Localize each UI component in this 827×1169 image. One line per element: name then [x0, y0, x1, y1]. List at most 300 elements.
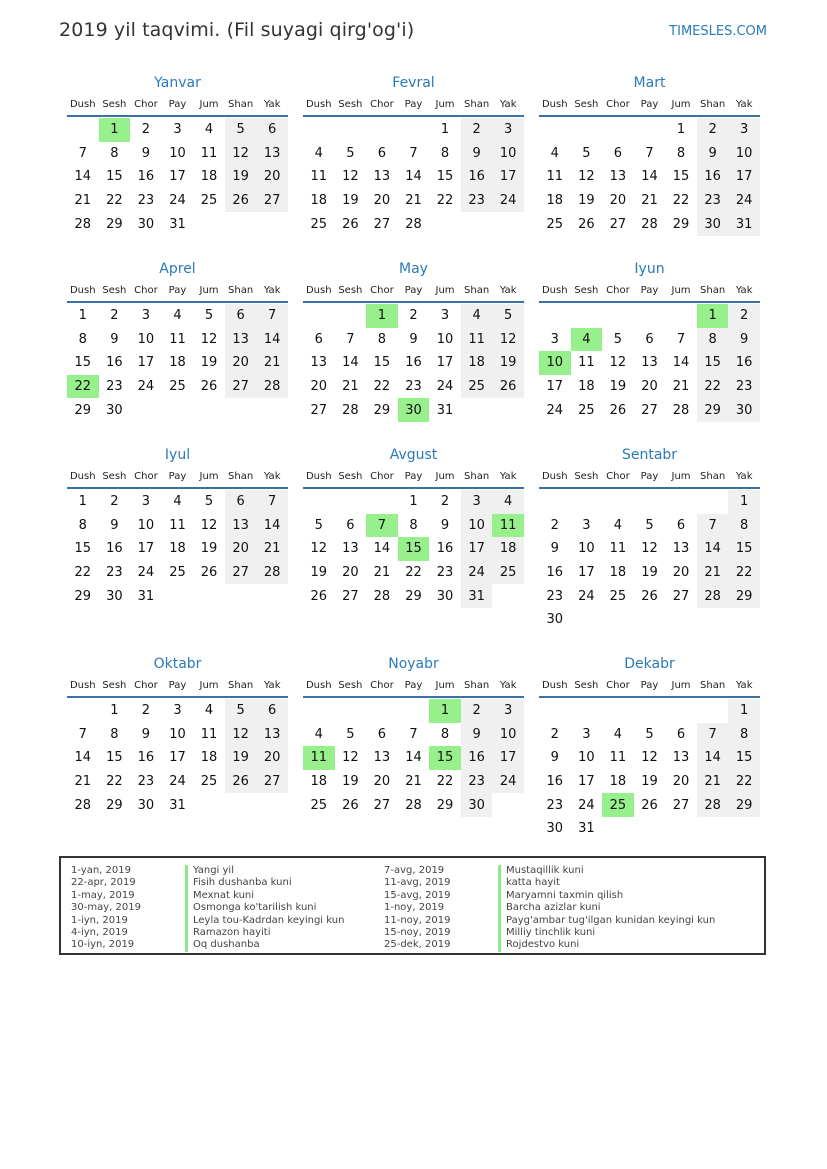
empty-cell: [398, 699, 430, 723]
day-cell: 12: [609, 355, 627, 371]
day-cell: 28: [256, 561, 288, 585]
weekday-label: Jum: [435, 680, 455, 691]
day-cell: 15: [728, 537, 760, 561]
day-cell: 26: [225, 770, 257, 794]
weekday-label: Chor: [134, 680, 158, 691]
weekday-label: Yak: [263, 471, 281, 482]
day-cell: 15: [74, 355, 92, 371]
day-cell: 8: [728, 514, 760, 538]
day-cell: 30: [137, 216, 155, 232]
weekday-label: Dush: [305, 99, 332, 110]
day-cell: 24: [461, 561, 493, 585]
day-cell: 26: [578, 216, 595, 232]
day-cell: 27: [256, 770, 288, 794]
day-cell: 13: [310, 355, 328, 371]
day-cell: 23: [137, 774, 155, 790]
day-cell: 22: [728, 561, 760, 585]
day-cell: 17: [492, 165, 524, 189]
site-link[interactable]: TIMESLES.COM: [669, 24, 767, 39]
weekday-label: Dush: [541, 285, 568, 296]
day-cell: 7: [697, 514, 729, 538]
weekday-label: Shan: [464, 471, 490, 482]
weekday-label: Dush: [69, 471, 96, 482]
day-cell: 11: [609, 750, 627, 766]
day-cell: 24: [436, 379, 454, 395]
day-cell: 5: [225, 118, 257, 142]
day-cell: 14: [74, 750, 92, 766]
day-cell: 28: [373, 588, 391, 604]
day-cell: 2: [550, 726, 559, 742]
empty-cell: [571, 118, 603, 142]
day-grid: [303, 118, 524, 236]
weekday-header: [303, 94, 524, 117]
day-cell: 4: [173, 308, 182, 324]
month-mart: [539, 72, 760, 236]
holiday-cell: 11: [303, 746, 335, 770]
day-cell: 5: [204, 494, 214, 510]
day-cell: 13: [225, 514, 257, 538]
day-cell: 8: [110, 726, 119, 742]
day-cell: 6: [346, 517, 355, 533]
day-cell: 3: [492, 699, 524, 723]
day-cell: 13: [641, 355, 658, 371]
day-cell: 2: [110, 494, 119, 510]
day-cell: 7: [676, 331, 686, 347]
day-cell: 8: [728, 723, 760, 747]
day-cell: 14: [405, 169, 422, 185]
day-cell: 16: [436, 541, 454, 557]
day-grid: [539, 304, 760, 422]
day-cell: 4: [492, 490, 524, 514]
month-oktabr: [67, 653, 288, 817]
day-cell: 9: [550, 750, 559, 766]
weekday-label: Jum: [199, 680, 219, 691]
empty-cell: [634, 490, 666, 514]
day-cell: 26: [641, 797, 658, 813]
day-cell: 6: [225, 304, 257, 328]
legend-holiday-name: Barcha azizlar kuni: [506, 902, 601, 914]
day-cell: 17: [728, 165, 760, 189]
day-cell: 20: [672, 774, 690, 790]
empty-cell: [665, 490, 697, 514]
day-cell: 7: [409, 726, 418, 742]
weekday-label: Pay: [404, 680, 423, 691]
day-cell: 14: [256, 514, 288, 538]
empty-cell: [398, 118, 430, 142]
weekday-label: Chor: [134, 99, 158, 110]
day-cell: 16: [546, 565, 564, 581]
day-cell: 17: [169, 169, 186, 185]
weekday-label: Pay: [404, 471, 423, 482]
day-cell: 26: [609, 402, 627, 418]
day-cell: 3: [440, 308, 450, 324]
day-cell: 4: [314, 145, 323, 161]
day-cell: 9: [461, 142, 493, 166]
weekday-label: Sesh: [338, 680, 363, 691]
day-cell: 19: [225, 746, 257, 770]
empty-cell: [602, 304, 634, 328]
day-cell: 16: [137, 169, 155, 185]
day-cell: 4: [613, 726, 623, 742]
day-cell: 3: [582, 726, 591, 742]
legend-holiday-name: Rojdestvo kuni: [506, 939, 580, 951]
day-cell: 24: [492, 189, 524, 213]
legend-date: 1-noy, 2019: [384, 902, 445, 914]
day-cell: 30: [728, 398, 760, 422]
empty-cell: [539, 699, 571, 723]
day-cell: 22: [697, 375, 729, 399]
empty-cell: [303, 699, 335, 723]
day-grid: [303, 490, 524, 608]
month-name: Iyun: [634, 261, 665, 277]
weekday-label: Pay: [640, 680, 659, 691]
day-cell: 6: [676, 726, 686, 742]
day-cell: 18: [200, 169, 218, 185]
empty-cell: [634, 304, 666, 328]
weekday-header: [67, 94, 288, 117]
day-cell: 8: [377, 331, 387, 347]
holiday-cell: 30: [398, 398, 430, 422]
day-cell: 13: [256, 142, 288, 166]
weekday-label: Yak: [263, 680, 281, 691]
holiday-cell: 1: [99, 118, 131, 142]
day-cell: 22: [106, 193, 123, 209]
day-cell: 8: [676, 145, 686, 161]
day-cell: 31: [436, 402, 454, 418]
day-cell: 6: [225, 490, 257, 514]
weekday-label: Shan: [464, 99, 490, 110]
day-cell: 7: [409, 145, 418, 161]
day-cell: 19: [200, 541, 218, 557]
day-grid: [539, 699, 760, 841]
day-cell: 5: [314, 517, 323, 533]
day-cell: 15: [672, 169, 690, 185]
weekday-label: Yak: [735, 285, 753, 296]
empty-cell: [303, 118, 335, 142]
day-cell: 30: [546, 821, 564, 837]
holiday-cell: 15: [398, 537, 430, 561]
legend-holiday-name: Oq dushanba: [193, 939, 260, 951]
day-cell: 28: [697, 584, 729, 608]
month-sentabr: [539, 444, 760, 632]
day-cell: 21: [373, 565, 391, 581]
day-cell: 19: [342, 774, 359, 790]
day-cell: 18: [169, 355, 186, 371]
weekday-label: Yak: [499, 285, 517, 296]
weekday-label: Jum: [671, 285, 691, 296]
month-name: Fevral: [392, 75, 435, 91]
day-cell: 5: [204, 308, 214, 324]
day-cell: 27: [342, 588, 359, 604]
day-cell: 5: [582, 145, 591, 161]
month-name: Yanvar: [154, 75, 201, 91]
day-cell: 21: [256, 537, 288, 561]
day-cell: 14: [672, 355, 690, 371]
day-grid: [67, 304, 288, 422]
day-cell: 3: [173, 703, 182, 719]
weekday-header: [303, 466, 524, 489]
day-cell: 8: [110, 145, 119, 161]
weekday-label: Pay: [404, 285, 423, 296]
day-cell: 9: [110, 331, 119, 347]
holiday-legend: [59, 856, 766, 955]
empty-cell: [539, 490, 571, 514]
day-cell: 17: [436, 355, 454, 371]
day-cell: 21: [672, 379, 690, 395]
day-cell: 23: [436, 565, 454, 581]
legend-date: 1-yan, 2019: [71, 865, 131, 876]
legend-date-column: [71, 865, 141, 952]
day-cell: 11: [200, 726, 218, 742]
day-cell: 24: [546, 402, 564, 418]
weekday-label: Dush: [69, 99, 96, 110]
weekday-label: Jum: [435, 99, 455, 110]
day-cell: 20: [225, 537, 257, 561]
empty-cell: [366, 118, 398, 142]
day-cell: 7: [256, 490, 288, 514]
day-cell: 11: [461, 328, 493, 352]
holiday-cell: 1: [366, 304, 398, 328]
day-cell: 3: [141, 494, 151, 510]
day-cell: 15: [373, 355, 391, 371]
day-cell: 31: [137, 588, 155, 604]
weekday-label: Dush: [69, 680, 96, 691]
empty-cell: [303, 490, 335, 514]
day-cell: 20: [373, 193, 391, 209]
month-name: Avgust: [389, 447, 438, 463]
day-cell: 24: [578, 797, 595, 813]
day-cell: 1: [78, 494, 87, 510]
weekday-label: Pay: [168, 471, 187, 482]
day-cell: 29: [672, 216, 690, 232]
day-cell: 4: [173, 494, 182, 510]
weekday-label: Jum: [199, 99, 219, 110]
empty-cell: [539, 118, 571, 142]
weekday-label: Pay: [640, 99, 659, 110]
weekday-label: Shan: [228, 471, 254, 482]
day-cell: 3: [492, 118, 524, 142]
day-cell: 30: [546, 612, 564, 628]
day-cell: 16: [728, 351, 760, 375]
weekday-label: Jum: [435, 285, 455, 296]
day-cell: 18: [609, 565, 627, 581]
day-cell: 14: [342, 355, 359, 371]
weekday-label: Yak: [735, 471, 753, 482]
empty-cell: [67, 118, 99, 142]
weekday-label: Shan: [700, 285, 726, 296]
holiday-cell: 15: [429, 746, 461, 770]
day-cell: 12: [342, 750, 359, 766]
day-cell: 24: [728, 189, 760, 213]
month-aprel: [67, 258, 288, 422]
weekday-header: [67, 675, 288, 698]
holiday-cell: 7: [366, 514, 398, 538]
day-cell: 3: [582, 517, 591, 533]
day-cell: 8: [409, 517, 418, 533]
day-cell: 29: [373, 402, 391, 418]
day-cell: 2: [409, 308, 418, 324]
weekday-label: Jum: [435, 471, 455, 482]
weekday-label: Sesh: [574, 285, 599, 296]
weekday-label: Chor: [370, 471, 394, 482]
weekday-label: Yak: [735, 99, 753, 110]
empty-cell: [366, 490, 398, 514]
weekday-label: Chor: [606, 285, 630, 296]
day-cell: 26: [342, 216, 359, 232]
day-cell: 10: [436, 331, 454, 347]
day-cell: 4: [461, 304, 493, 328]
weekday-label: Shan: [700, 680, 726, 691]
day-cell: 7: [645, 145, 654, 161]
day-cell: 21: [74, 193, 92, 209]
month-dekabr: [539, 653, 760, 841]
day-cell: 20: [641, 379, 658, 395]
day-cell: 19: [578, 193, 595, 209]
weekday-label: Shan: [228, 99, 254, 110]
holiday-cell: 10: [539, 351, 571, 375]
day-cell: 14: [697, 537, 729, 561]
day-cell: 23: [405, 379, 422, 395]
day-cell: 4: [613, 517, 623, 533]
weekday-label: Yak: [263, 285, 281, 296]
day-cell: 31: [169, 216, 186, 232]
day-cell: 24: [169, 774, 186, 790]
legend-date: 15-noy, 2019: [384, 927, 451, 939]
empty-cell: [697, 699, 729, 723]
weekday-label: Chor: [606, 471, 630, 482]
day-cell: 8: [440, 726, 450, 742]
day-cell: 27: [225, 375, 257, 399]
legend-holiday-name: Leyla tou-Kadrdan keyingi kun: [193, 914, 345, 926]
legend-holiday-name: Mustaqillik kuni: [506, 865, 584, 876]
day-cell: 18: [310, 774, 328, 790]
holiday-cell: 1: [429, 699, 461, 723]
weekday-label: Sesh: [102, 471, 127, 482]
day-cell: 2: [697, 118, 729, 142]
empty-cell: [335, 699, 367, 723]
day-cell: 2: [440, 494, 450, 510]
weekday-label: Pay: [168, 680, 187, 691]
empty-cell: [665, 304, 697, 328]
legend-date: 11-noy, 2019: [384, 914, 451, 926]
day-cell: 6: [613, 145, 623, 161]
weekday-label: Yak: [499, 99, 517, 110]
weekday-label: Sesh: [574, 471, 599, 482]
day-cell: 25: [492, 561, 524, 585]
day-cell: 20: [342, 565, 359, 581]
weekday-label: Jum: [199, 285, 219, 296]
day-cell: 12: [641, 541, 658, 557]
day-cell: 29: [728, 584, 760, 608]
weekday-header: [67, 280, 288, 303]
day-cell: 8: [440, 145, 450, 161]
day-cell: 11: [310, 169, 328, 185]
month-yanvar: [67, 72, 288, 236]
day-cell: 29: [106, 216, 123, 232]
day-cell: 22: [106, 774, 123, 790]
day-cell: 28: [74, 797, 92, 813]
empty-cell: [665, 699, 697, 723]
day-cell: 6: [377, 726, 387, 742]
day-cell: 10: [137, 517, 155, 533]
empty-cell: [697, 490, 729, 514]
day-cell: 13: [373, 169, 391, 185]
month-iyun: [539, 258, 760, 422]
day-cell: 17: [492, 746, 524, 770]
day-cell: 21: [342, 379, 359, 395]
weekday-label: Yak: [263, 99, 281, 110]
day-cell: 15: [106, 750, 123, 766]
day-cell: 16: [137, 750, 155, 766]
day-cell: 23: [546, 588, 564, 604]
day-cell: 20: [256, 165, 288, 189]
day-cell: 2: [461, 699, 493, 723]
day-cell: 10: [492, 723, 524, 747]
legend-date-column: [384, 865, 451, 952]
empty-cell: [602, 118, 634, 142]
day-cell: 26: [310, 588, 328, 604]
day-cell: 18: [492, 537, 524, 561]
legend-date: 22-apr, 2019: [71, 877, 136, 889]
day-cell: 8: [78, 517, 87, 533]
day-cell: 25: [310, 797, 328, 813]
weekday-header: [539, 675, 760, 698]
day-cell: 23: [728, 375, 760, 399]
month-name: Oktabr: [153, 656, 202, 672]
empty-cell: [571, 490, 603, 514]
day-cell: 13: [373, 750, 391, 766]
day-cell: 6: [314, 331, 323, 347]
day-cell: 5: [613, 331, 623, 347]
weekday-label: Chor: [370, 285, 394, 296]
day-cell: 6: [256, 699, 288, 723]
weekday-label: Pay: [640, 471, 659, 482]
weekday-label: Chor: [606, 99, 630, 110]
day-cell: 7: [346, 331, 355, 347]
weekday-label: Sesh: [102, 680, 127, 691]
day-grid: [303, 699, 524, 817]
day-cell: 14: [256, 328, 288, 352]
day-cell: 9: [141, 726, 151, 742]
legend-date: 15-avg, 2019: [384, 889, 451, 901]
day-cell: 29: [405, 588, 422, 604]
legend-date: 1-may, 2019: [71, 889, 135, 901]
empty-cell: [634, 699, 666, 723]
day-cell: 30: [697, 212, 729, 236]
weekday-label: Sesh: [102, 285, 127, 296]
day-cell: 4: [314, 726, 323, 742]
day-cell: 12: [225, 142, 257, 166]
holiday-cell: 22: [67, 375, 99, 399]
day-cell: 22: [728, 770, 760, 794]
day-cell: 30: [436, 588, 454, 604]
day-cell: 13: [342, 541, 359, 557]
day-cell: 4: [550, 145, 559, 161]
day-cell: 2: [141, 703, 151, 719]
holiday-cell: 1: [697, 304, 729, 328]
day-cell: 11: [609, 541, 627, 557]
day-cell: 17: [578, 774, 595, 790]
day-cell: 5: [645, 517, 654, 533]
day-cell: 9: [409, 331, 418, 347]
day-cell: 19: [641, 565, 658, 581]
day-cell: 30: [106, 588, 123, 604]
month-name: Sentabr: [621, 447, 678, 463]
day-cell: 3: [550, 331, 559, 347]
weekday-label: Chor: [606, 680, 630, 691]
day-cell: 29: [74, 402, 92, 418]
day-cell: 6: [256, 118, 288, 142]
